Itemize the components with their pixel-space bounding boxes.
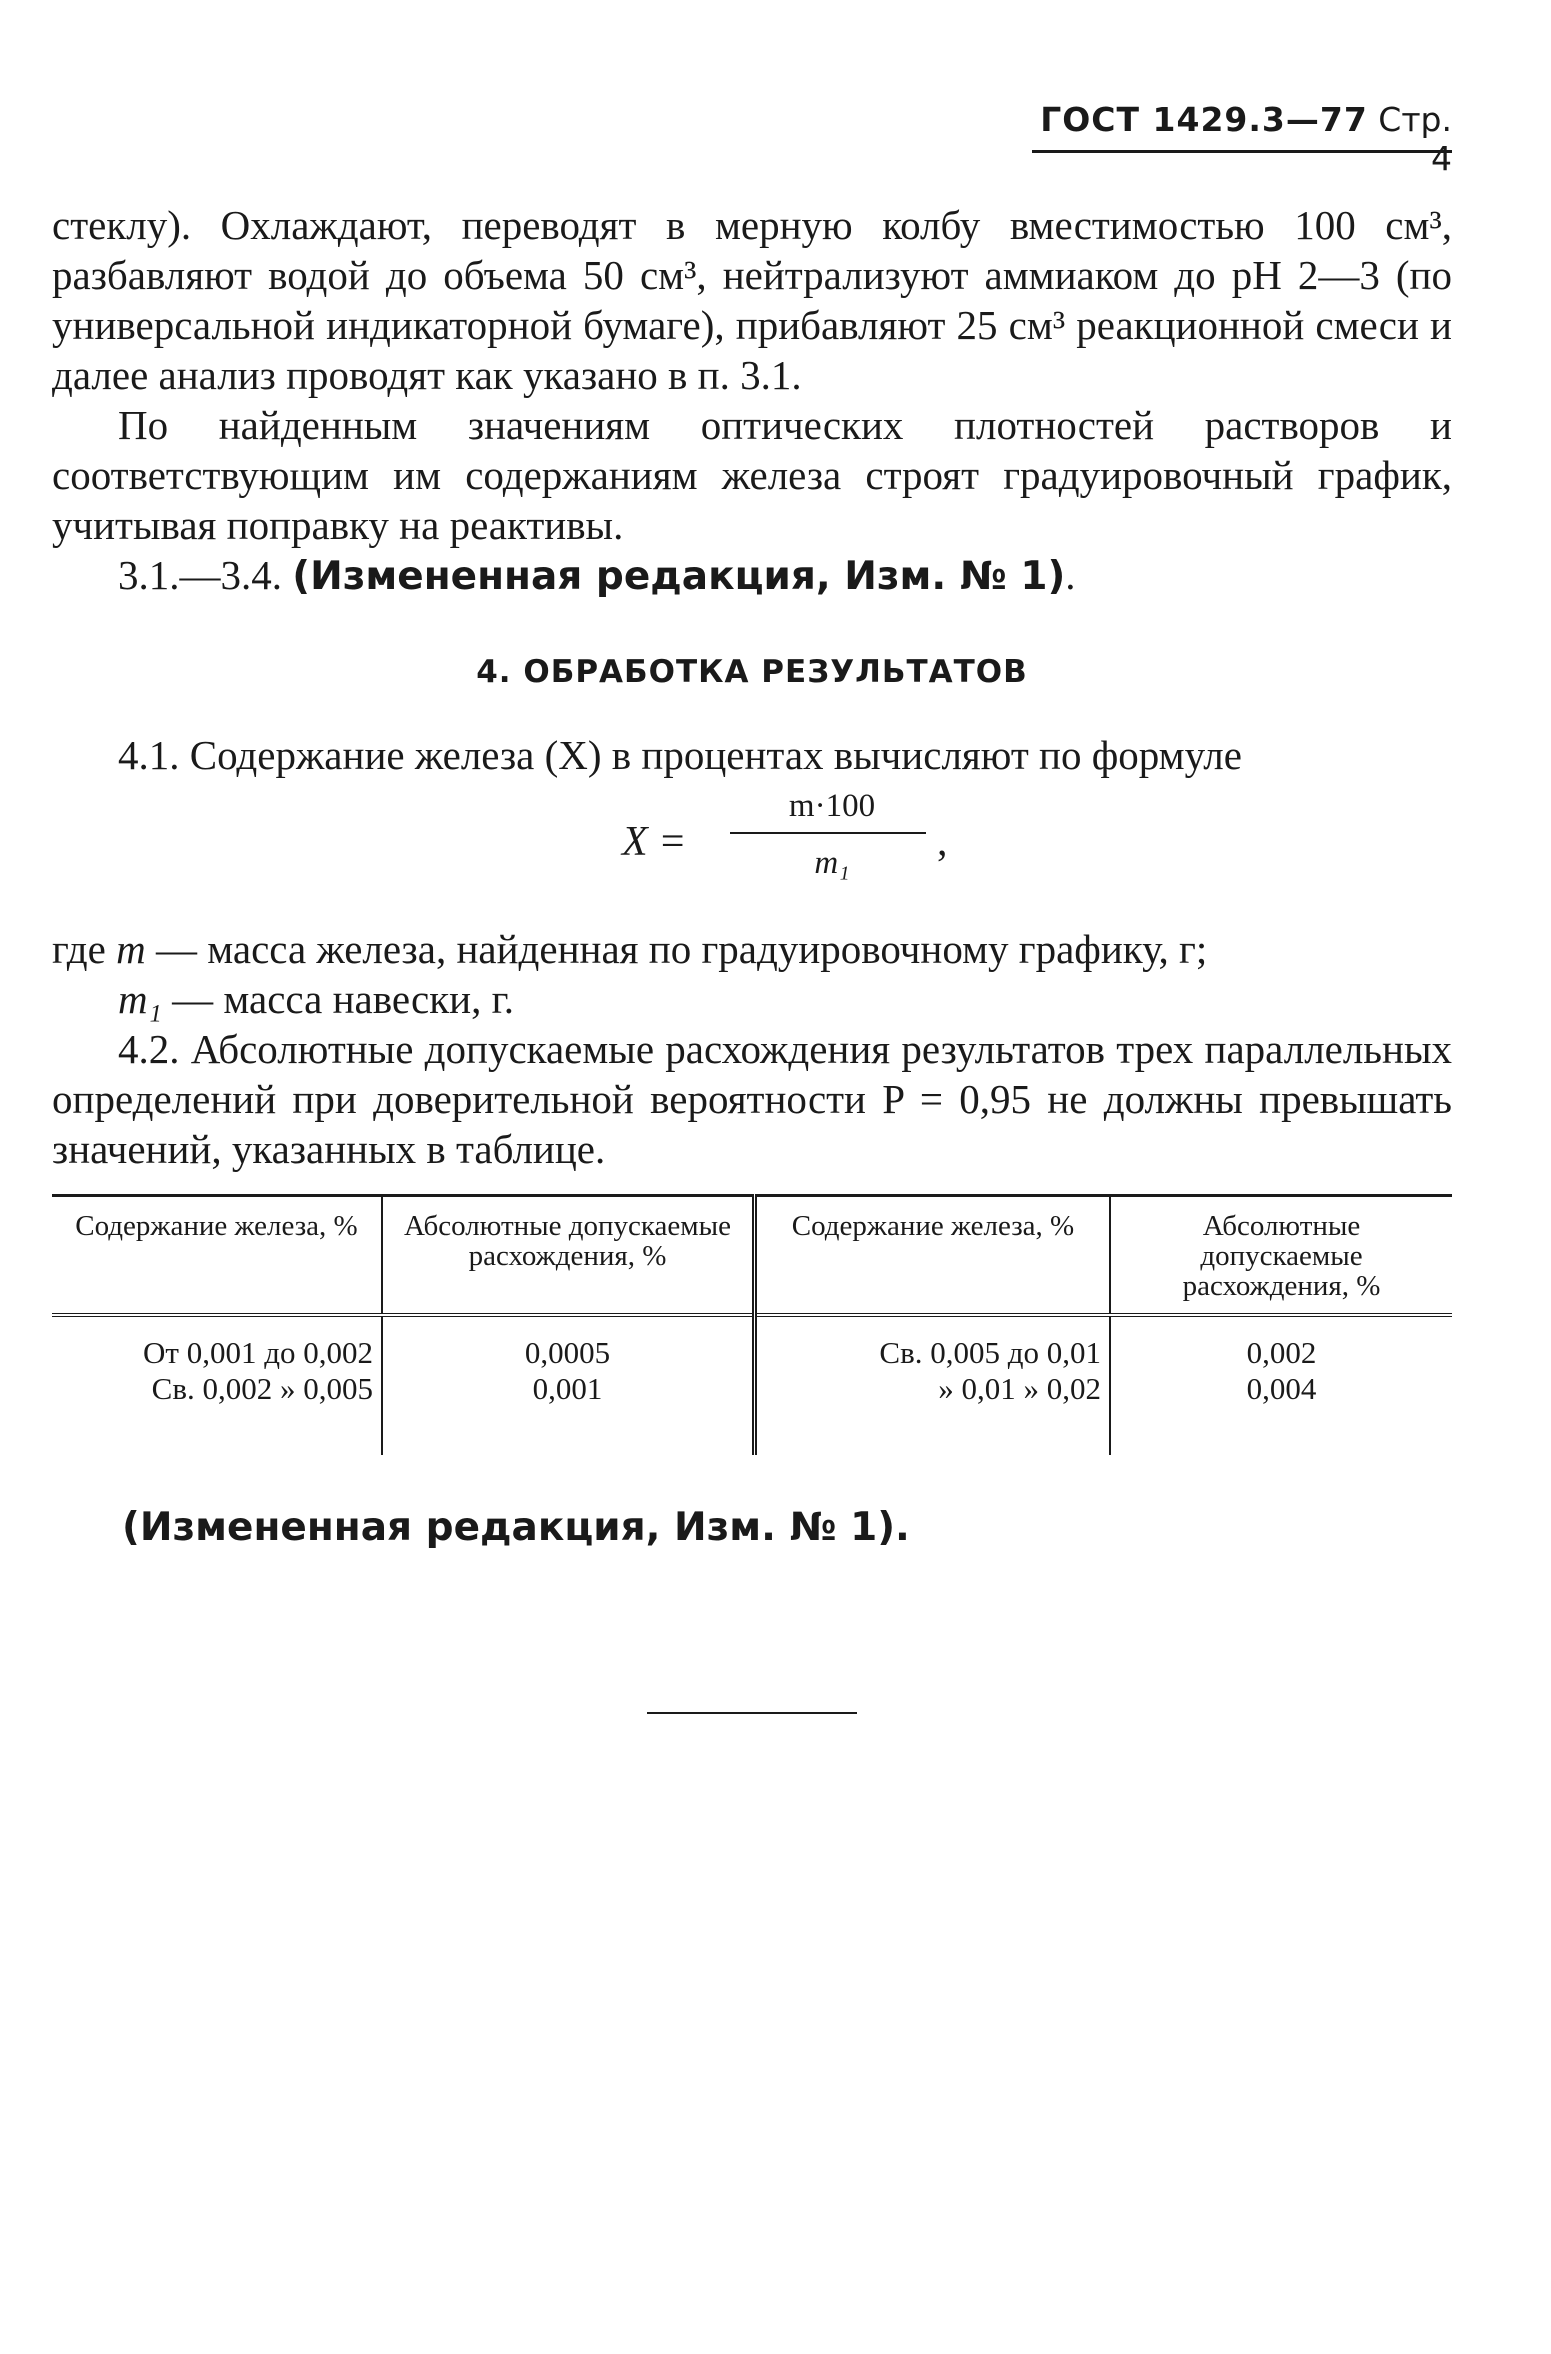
cell-value: 0,001 [532,1371,603,1406]
legend-lead: где [52,926,106,972]
paragraph-continued: стеклу). Охлаждают, переводят в мерную колбу вместимостью 100 см³, разбавляют водой до объема 50 см³, нейтрализуют аммиаком до рН 2—3 (по универсальной индикаторной бумаге), прибавляют 25 см³ реакционной смеси и далее анализ проводят как указано в п. 3.1. [52,202,1452,398]
standard-code: ГОСТ 1429.3—77 [1040,100,1368,139]
symbol-m: m [116,926,146,972]
cell-value: Св. 0,005 до 0,01 [879,1335,1101,1370]
amendment-note: (Измененная редакция, Изм. № 1) [292,554,1066,599]
formula-lhs: X = [622,819,687,865]
table-cell [1110,1315,1452,1455]
cell-value: От 0,001 до 0,002 [143,1335,373,1370]
paragraph-amendment [52,550,1452,602]
paragraph-formula-intro: 4.1. Содержание железа (X) в процентах вычисляют по формуле [118,732,1242,778]
cell-value: Св. 0,002 » 0,005 [151,1371,373,1406]
page-number: Стр. 4 [1378,100,1452,178]
fraction-bar [730,832,926,834]
document-page [52,100,1452,1550]
legend-line-1 [52,924,1452,974]
col-header-iron-content: Содержание железа, % [52,1196,382,1316]
clause-reference: 3.1.—3.4. [118,552,282,598]
formula-legend [52,924,1452,1024]
cell-value: » 0,01 » 0,02 [938,1371,1101,1406]
formula [52,790,1452,910]
formula-comma: , [937,819,948,865]
table-header-row [52,1196,1452,1316]
cell-value: 0,004 [1246,1371,1317,1406]
table-cell [52,1315,382,1455]
definition-m1: — масса навески, г. [172,976,515,1022]
header-rule [1032,150,1452,153]
paragraph-tolerance: 4.2. Абсолютные допускаемые расхождения результатов трех параллельных определений при доверительной вероятности P = 0,95 не должны превышать значений, указанных в таблице. [52,1026,1452,1172]
cell-value: 0,0005 [524,1335,611,1370]
definition-m: — масса железа, найденная по градуировочному графику, г; [155,926,1208,972]
col-header-tolerance-2: Абсолютные допускаемые расхождения, % [1110,1196,1452,1316]
period: . [1065,552,1076,598]
tolerance-table [52,1194,1452,1455]
symbol-m1: m₁ [118,976,162,1022]
end-rule [647,1712,857,1714]
table-cell [382,1315,755,1455]
section-title: 4. ОБРАБОТКА РЕЗУЛЬТАТОВ [476,654,1028,690]
amendment-footnote: (Измененная редакция, Изм. № 1). [122,1505,910,1550]
formula-numerator: m·100 [788,788,876,824]
col-header-tolerance: Абсолютные допускаемые расхождения, % [382,1196,755,1316]
table-row [52,1315,1452,1455]
legend-line-2 [52,974,1452,1024]
formula-denominator: m₁ [814,845,850,881]
page-header [1032,100,1452,178]
col-header-iron-content-2: Содержание железа, % [755,1196,1111,1316]
table-cell [755,1315,1111,1455]
cell-value: 0,002 [1246,1335,1317,1370]
paragraph-calibration: По найденным значениям оптических плотностей растворов и соответствующим им содержаниям железа строят градуировочный график, учитывая поправку на реактивы. [52,402,1452,548]
